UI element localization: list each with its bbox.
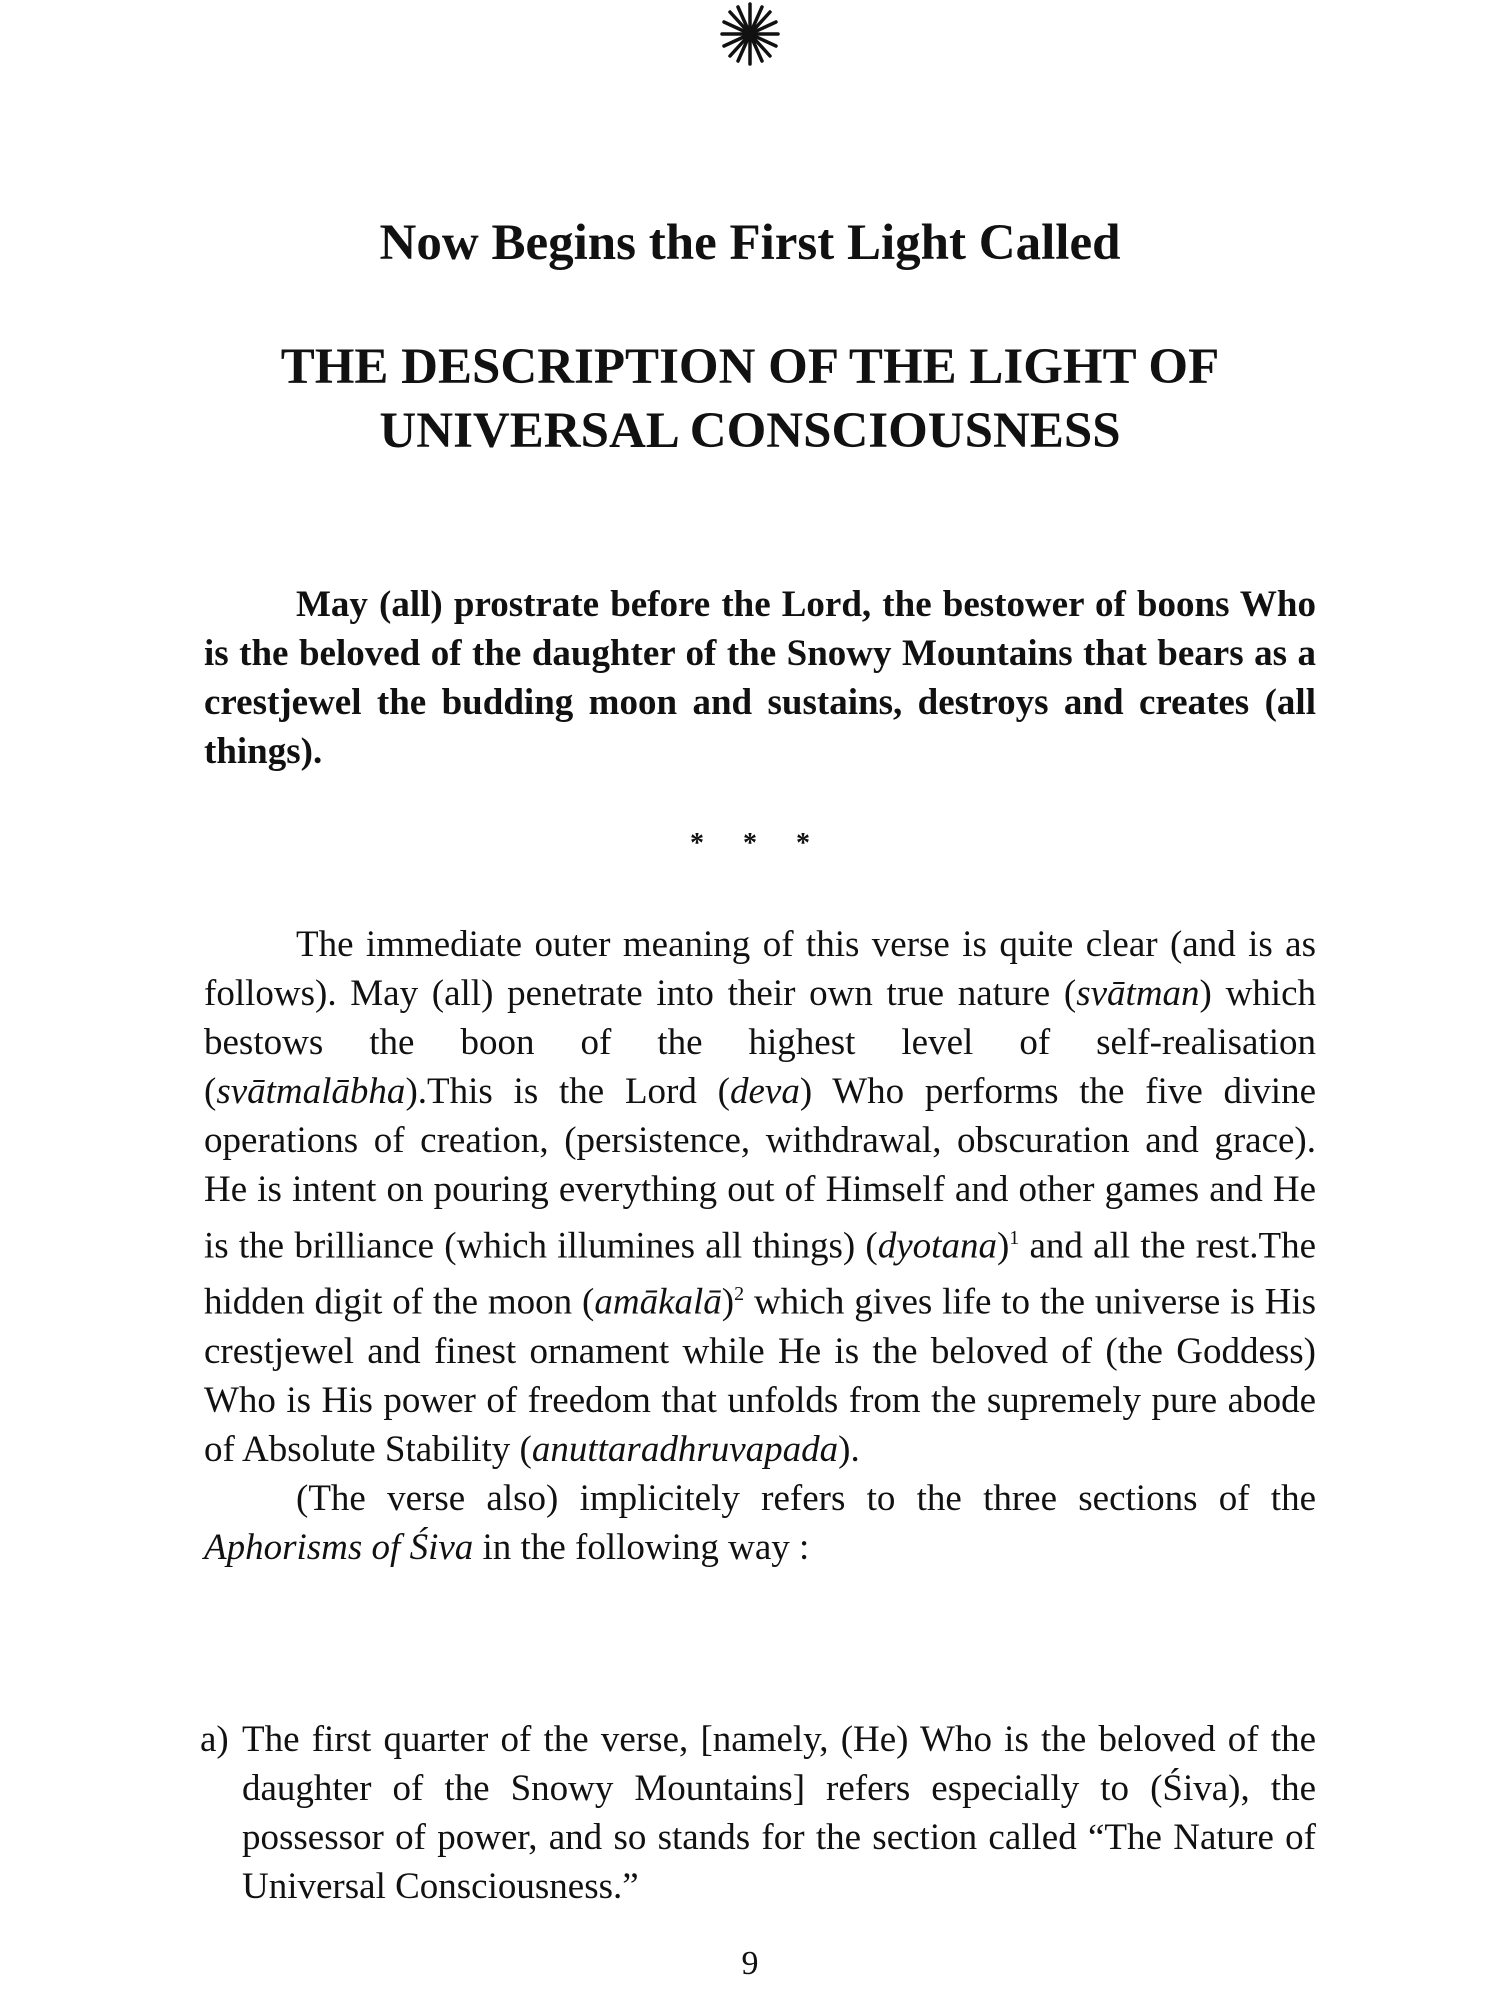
sunburst-ornament-icon xyxy=(700,0,800,68)
chapter-heading: Now Begins the First Light Called xyxy=(379,215,1121,271)
verse-text: May (all) prostrate before the Lord, the bestower of boons Who is the beloved of the daughter of the Snowy Mountains that bears as a crestjewel the budding moon and sustains, destroys and creates (all things). xyxy=(204,584,1316,772)
list-item xyxy=(200,1715,1316,1911)
list-item-text: The first quarter of the verse, [namely, (He) Who is the beloved of the daughter of the Snowy Mountains] refers especially to (Śiva), the possessor of power, and so stands for the section called “The Nature of Universal Consciousness.” xyxy=(242,1719,1316,1907)
term-dyotana: dyotana xyxy=(877,1225,997,1267)
chapter-title-line-1: THE DESCRIPTION OF THE LIGHT OF xyxy=(280,339,1220,395)
term-svatman: svātman xyxy=(1076,973,1200,1014)
section-separator: * * * xyxy=(690,828,810,859)
commentary xyxy=(204,920,1316,1572)
term-deva: deva xyxy=(729,1071,800,1112)
chapter-title xyxy=(0,335,1500,463)
page-number: 9 xyxy=(741,1945,759,1982)
commentary-paragraph: (The verse also) implicitely refers to the three sections of the Aphorisms of Śiva in the following way : xyxy=(204,1477,1316,1568)
commentary-paragraph: The immediate outer meaning of this verse is quite clear (and is as follows). May (all) penetrate into their own true nature (svātman) which bestows the boon of the highest level of self-realisation (svātmalābha).This is the Lord (deva) Who performs the five divine operations of creation, (persistence, withdrawal, obscuration and grace). He is intent on pouring everything out of Himself and other games and He is the brilliance (which illumines all things) $(dyotana)^1$ and all the rest.The hidden digit of the moon (amākalā)$^2$ which gives life to the universe is His crestjewel and finest ornament while He is the beloved of (the Goddess) Who is His power of freedom that unfolds from the supremely pure abode of Absolute Stability (anuttaradhruvapada). xyxy=(204,924,1317,1470)
list-item-marker: a) xyxy=(200,1719,229,1760)
term-amakala: amākalā xyxy=(594,1281,722,1323)
term-anuttaradhruvapada: anuttaradhruvapada xyxy=(531,1428,839,1470)
book-title: Aphorisms of Śiva xyxy=(204,1526,474,1568)
chapter-title-line-2: UNIVERSAL CONSCIOUSNESS xyxy=(379,403,1121,459)
term-svatmalabha: svātmalābha xyxy=(216,1071,406,1112)
footnote-ref-2: 2 xyxy=(734,1283,745,1306)
footnote-ref-1: 1 xyxy=(1009,1227,1020,1249)
